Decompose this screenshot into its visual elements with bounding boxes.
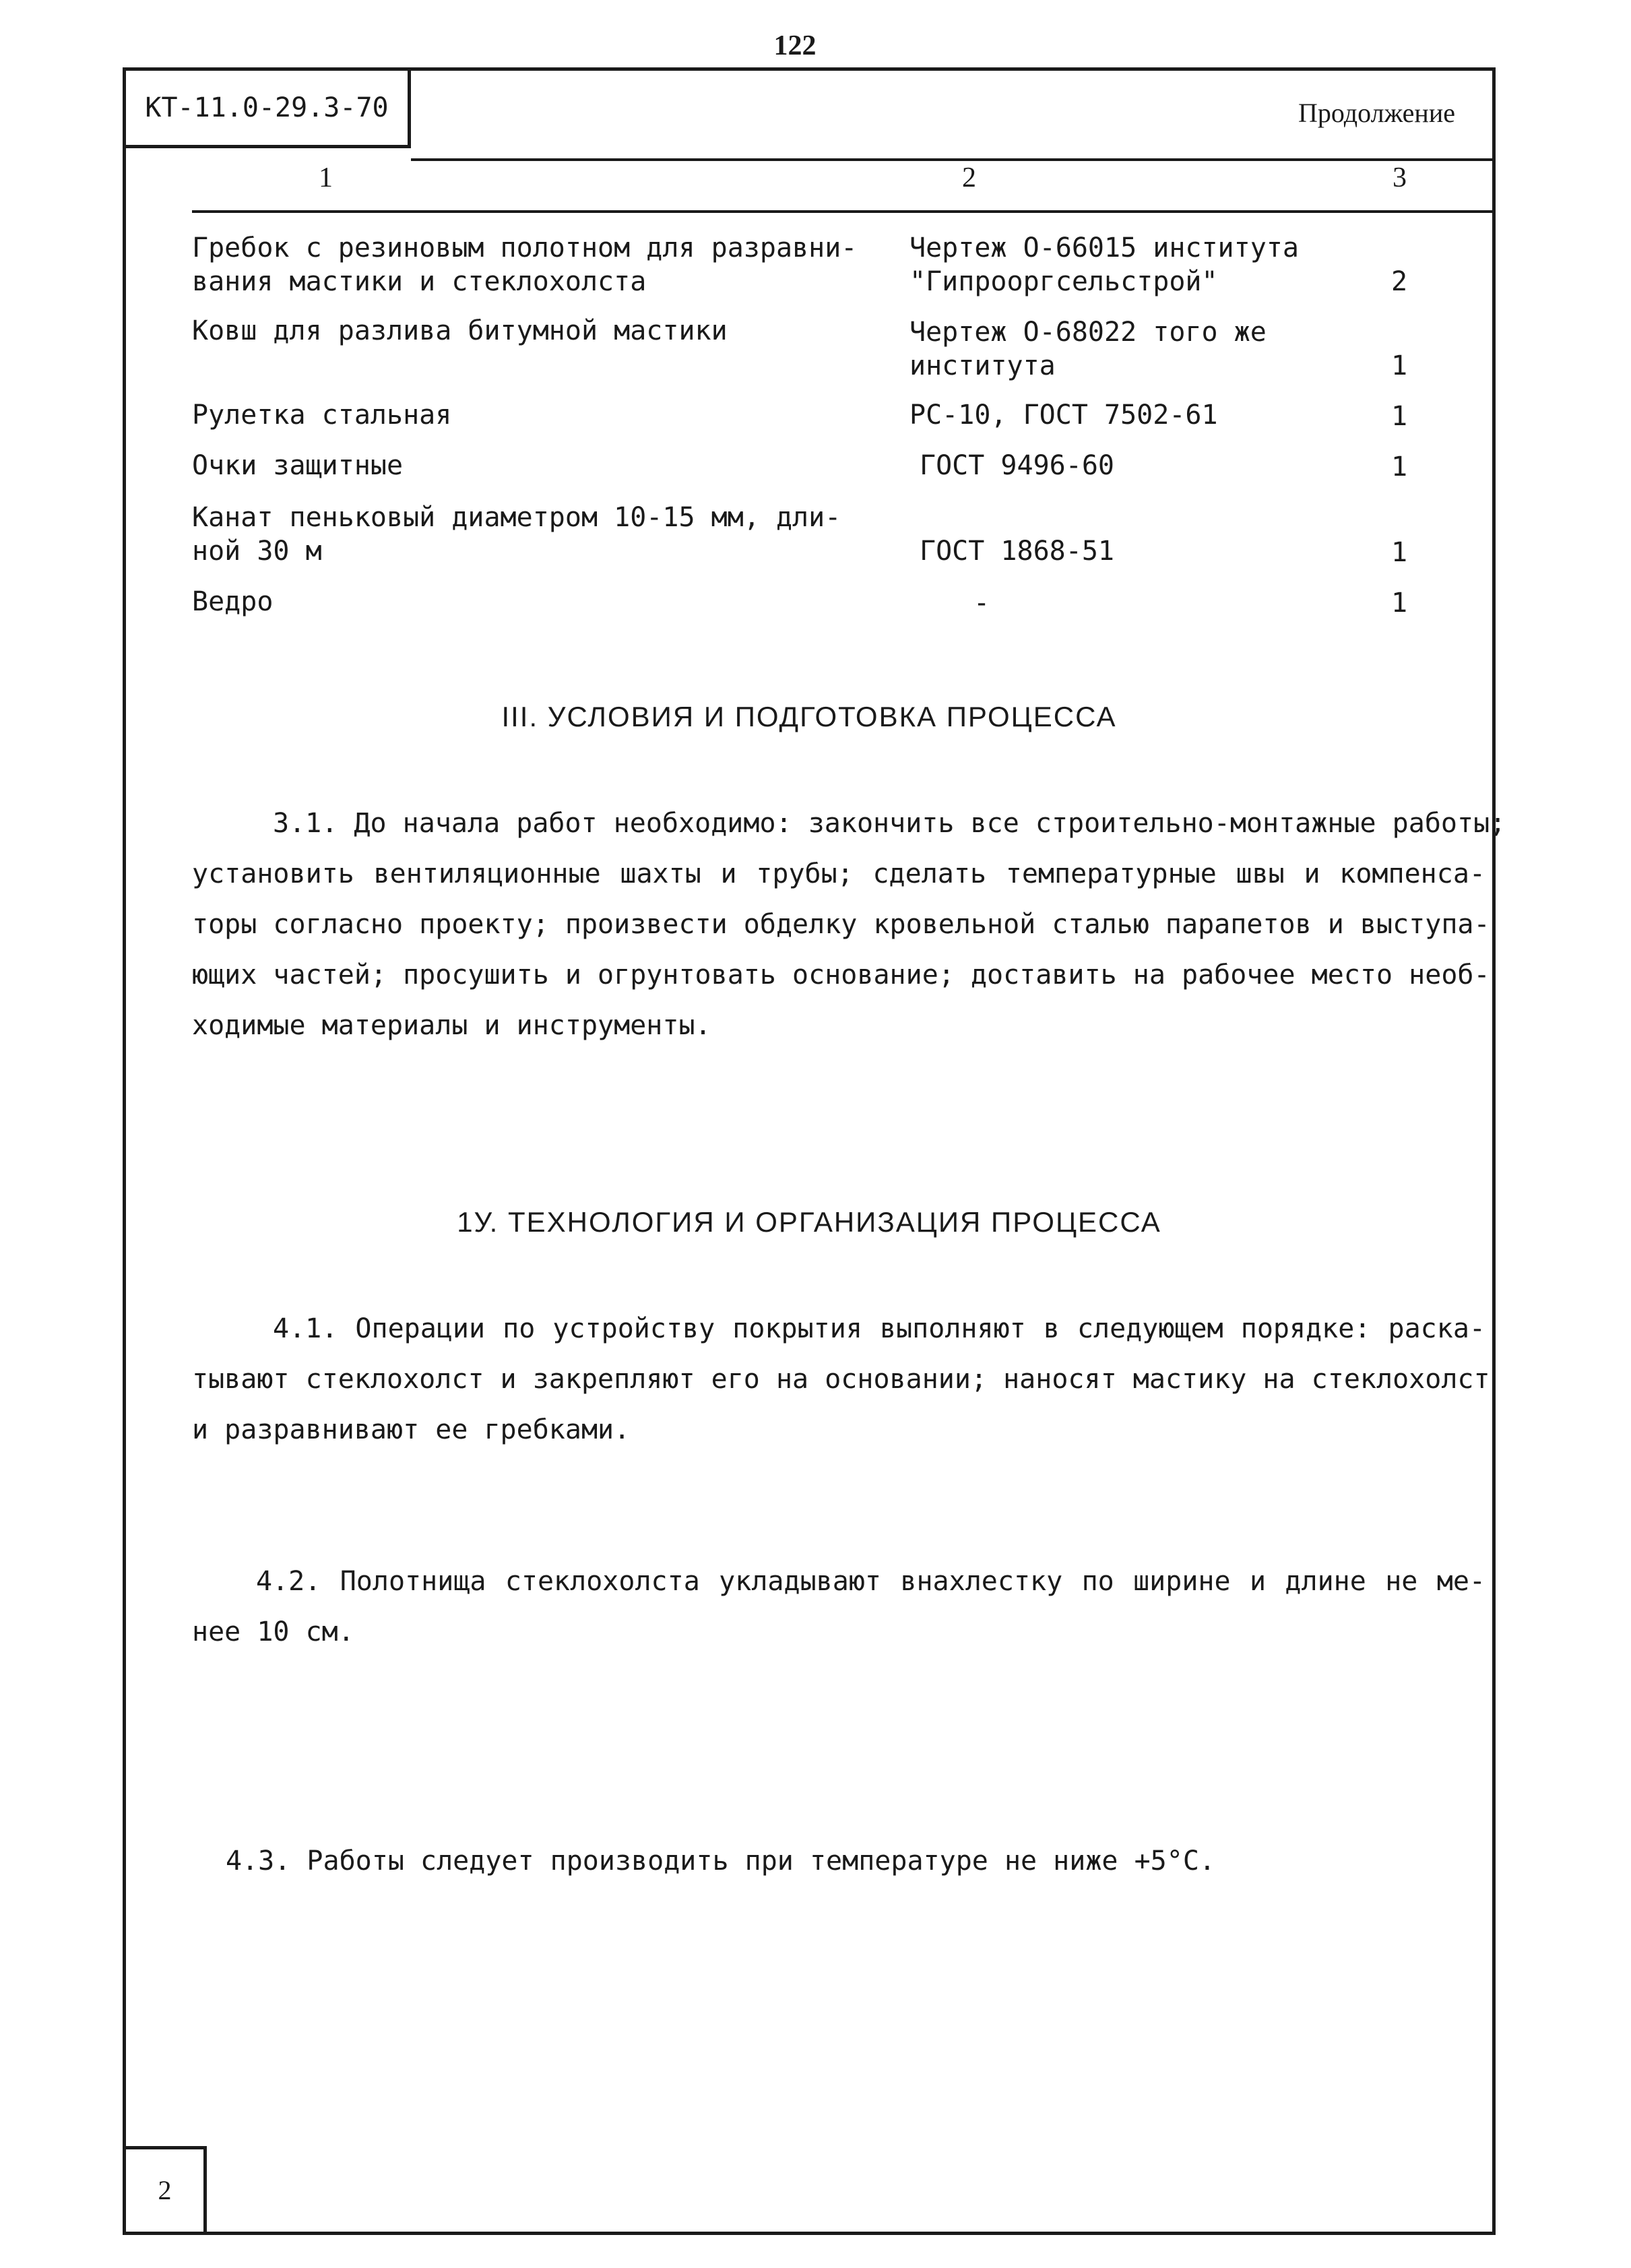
table-row-1-qty: 2 [1391,266,1408,297]
table-row-5-name [192,501,841,568]
continuation-label: Продолжение [1298,98,1455,128]
paragraph-line: нее 10 см. [192,1616,354,1647]
table-row-3-qty: 1 [1391,401,1408,432]
paragraph-4-1 [192,1304,1490,1455]
table-row-1-name [192,231,857,298]
table-cell-text: Ведро [192,586,274,617]
table-row-2-ref [909,315,1267,383]
paragraph-line: тывают стеклохолст и закрепляют его на основании; наносят мастику на стеклохолст [192,1364,1490,1395]
document-code: КТ-11.0-29.3-70 [123,67,411,148]
table-cell-text: Чертеж О-68022 того же [909,317,1267,348]
paragraph-line: установить вентиляционные шахты и трубы; сделать температурные швы и компенса- [192,858,1485,889]
table-row-3-name [192,398,451,432]
table-row-6-qty: 1 [1391,588,1408,619]
table-cell-text: Очки защитные [192,450,404,481]
table-cell-text: ГОСТ 9496-60 [920,450,1114,481]
table-cell-text: "Гипрооргсельстрой" [909,266,1218,297]
paragraph-line: 3.1. До начала работ необходимо: закончить все строительно-монтажные работы; [273,808,1506,839]
table-cell-text: РС-10, ГОСТ 7502-61 [909,400,1218,431]
table-cell-text: - [973,588,990,619]
sheet-number: 2 [123,2146,207,2235]
page-number: 122 [773,30,817,61]
table-cell-text: Ковш для разлива битумной мастики [192,315,728,346]
table-row-2-qty: 1 [1391,350,1408,381]
section-4-title: 1У. ТЕХНОЛОГИЯ И ОРГАНИЗАЦИЯ ПРОЦЕССА [457,1206,1161,1238]
paragraph-3-1 [192,798,1506,1051]
paragraph-4-3 [192,1836,1485,1887]
table-row-6-ref [973,586,990,620]
table-cell-text: Гребок с резиновым полотном для разравни- [192,232,858,263]
table-cell-text: Канат пеньковый диаметром 10-15 мм, дли- [192,502,841,533]
section-3-title: III. УСЛОВИЯ И ПОДГОТОВКА ПРОЦЕССА [501,701,1117,732]
table-cell-text: вания мастики и стеклохолста [192,266,647,297]
paragraph-line: ющих частей; просушить и огрунтовать основание; доставить на рабочее место необ- [192,959,1490,990]
paragraph-line: ходимые материалы и инструменты. [192,1010,711,1041]
table-row-4-name [192,449,403,482]
table-cell-text: Чертеж О-66015 института [909,232,1299,263]
paragraph-4-2 [192,1556,1485,1658]
paragraph-line: 4.3. Работы следует производить при температуре не ниже +5°С. [226,1846,1216,1877]
table-row-2-name [192,314,728,348]
table-row-1-ref [909,231,1299,298]
column-header-3: 3 [1393,162,1407,193]
table-row-6-name [192,585,273,619]
table-header-top-rule [411,158,1496,161]
paragraph-line: 4.2. Полотнища стеклохолста укладывают внахлестку по ширине и длине не ме- [256,1566,1485,1597]
page-frame [123,67,1506,2235]
table-row-4-ref [920,449,1114,482]
table-header-bottom-rule [192,210,1496,213]
table-row-4-qty: 1 [1391,451,1408,482]
paragraph-line: и разравнивают ее гребками. [192,1414,631,1445]
column-header-1: 1 [319,162,333,193]
table-row-3-ref [909,398,1218,432]
table-cell-text: Рулетка стальная [192,400,452,431]
table-cell-text: ной 30 м [192,536,322,567]
paragraph-line: 4.1. Операции по устройству покрытия выполняют в следующем порядке: раска- [273,1313,1485,1344]
table-row-5-qty: 1 [1391,537,1408,568]
table-row-5-ref [920,534,1114,568]
table-cell-text: института [909,350,1056,381]
column-header-2: 2 [962,162,976,193]
paragraph-line: торы согласно проекту; произвести обделку кровельной сталью парапетов и выступа- [192,909,1490,940]
table-cell-text: ГОСТ 1868-51 [920,536,1114,567]
